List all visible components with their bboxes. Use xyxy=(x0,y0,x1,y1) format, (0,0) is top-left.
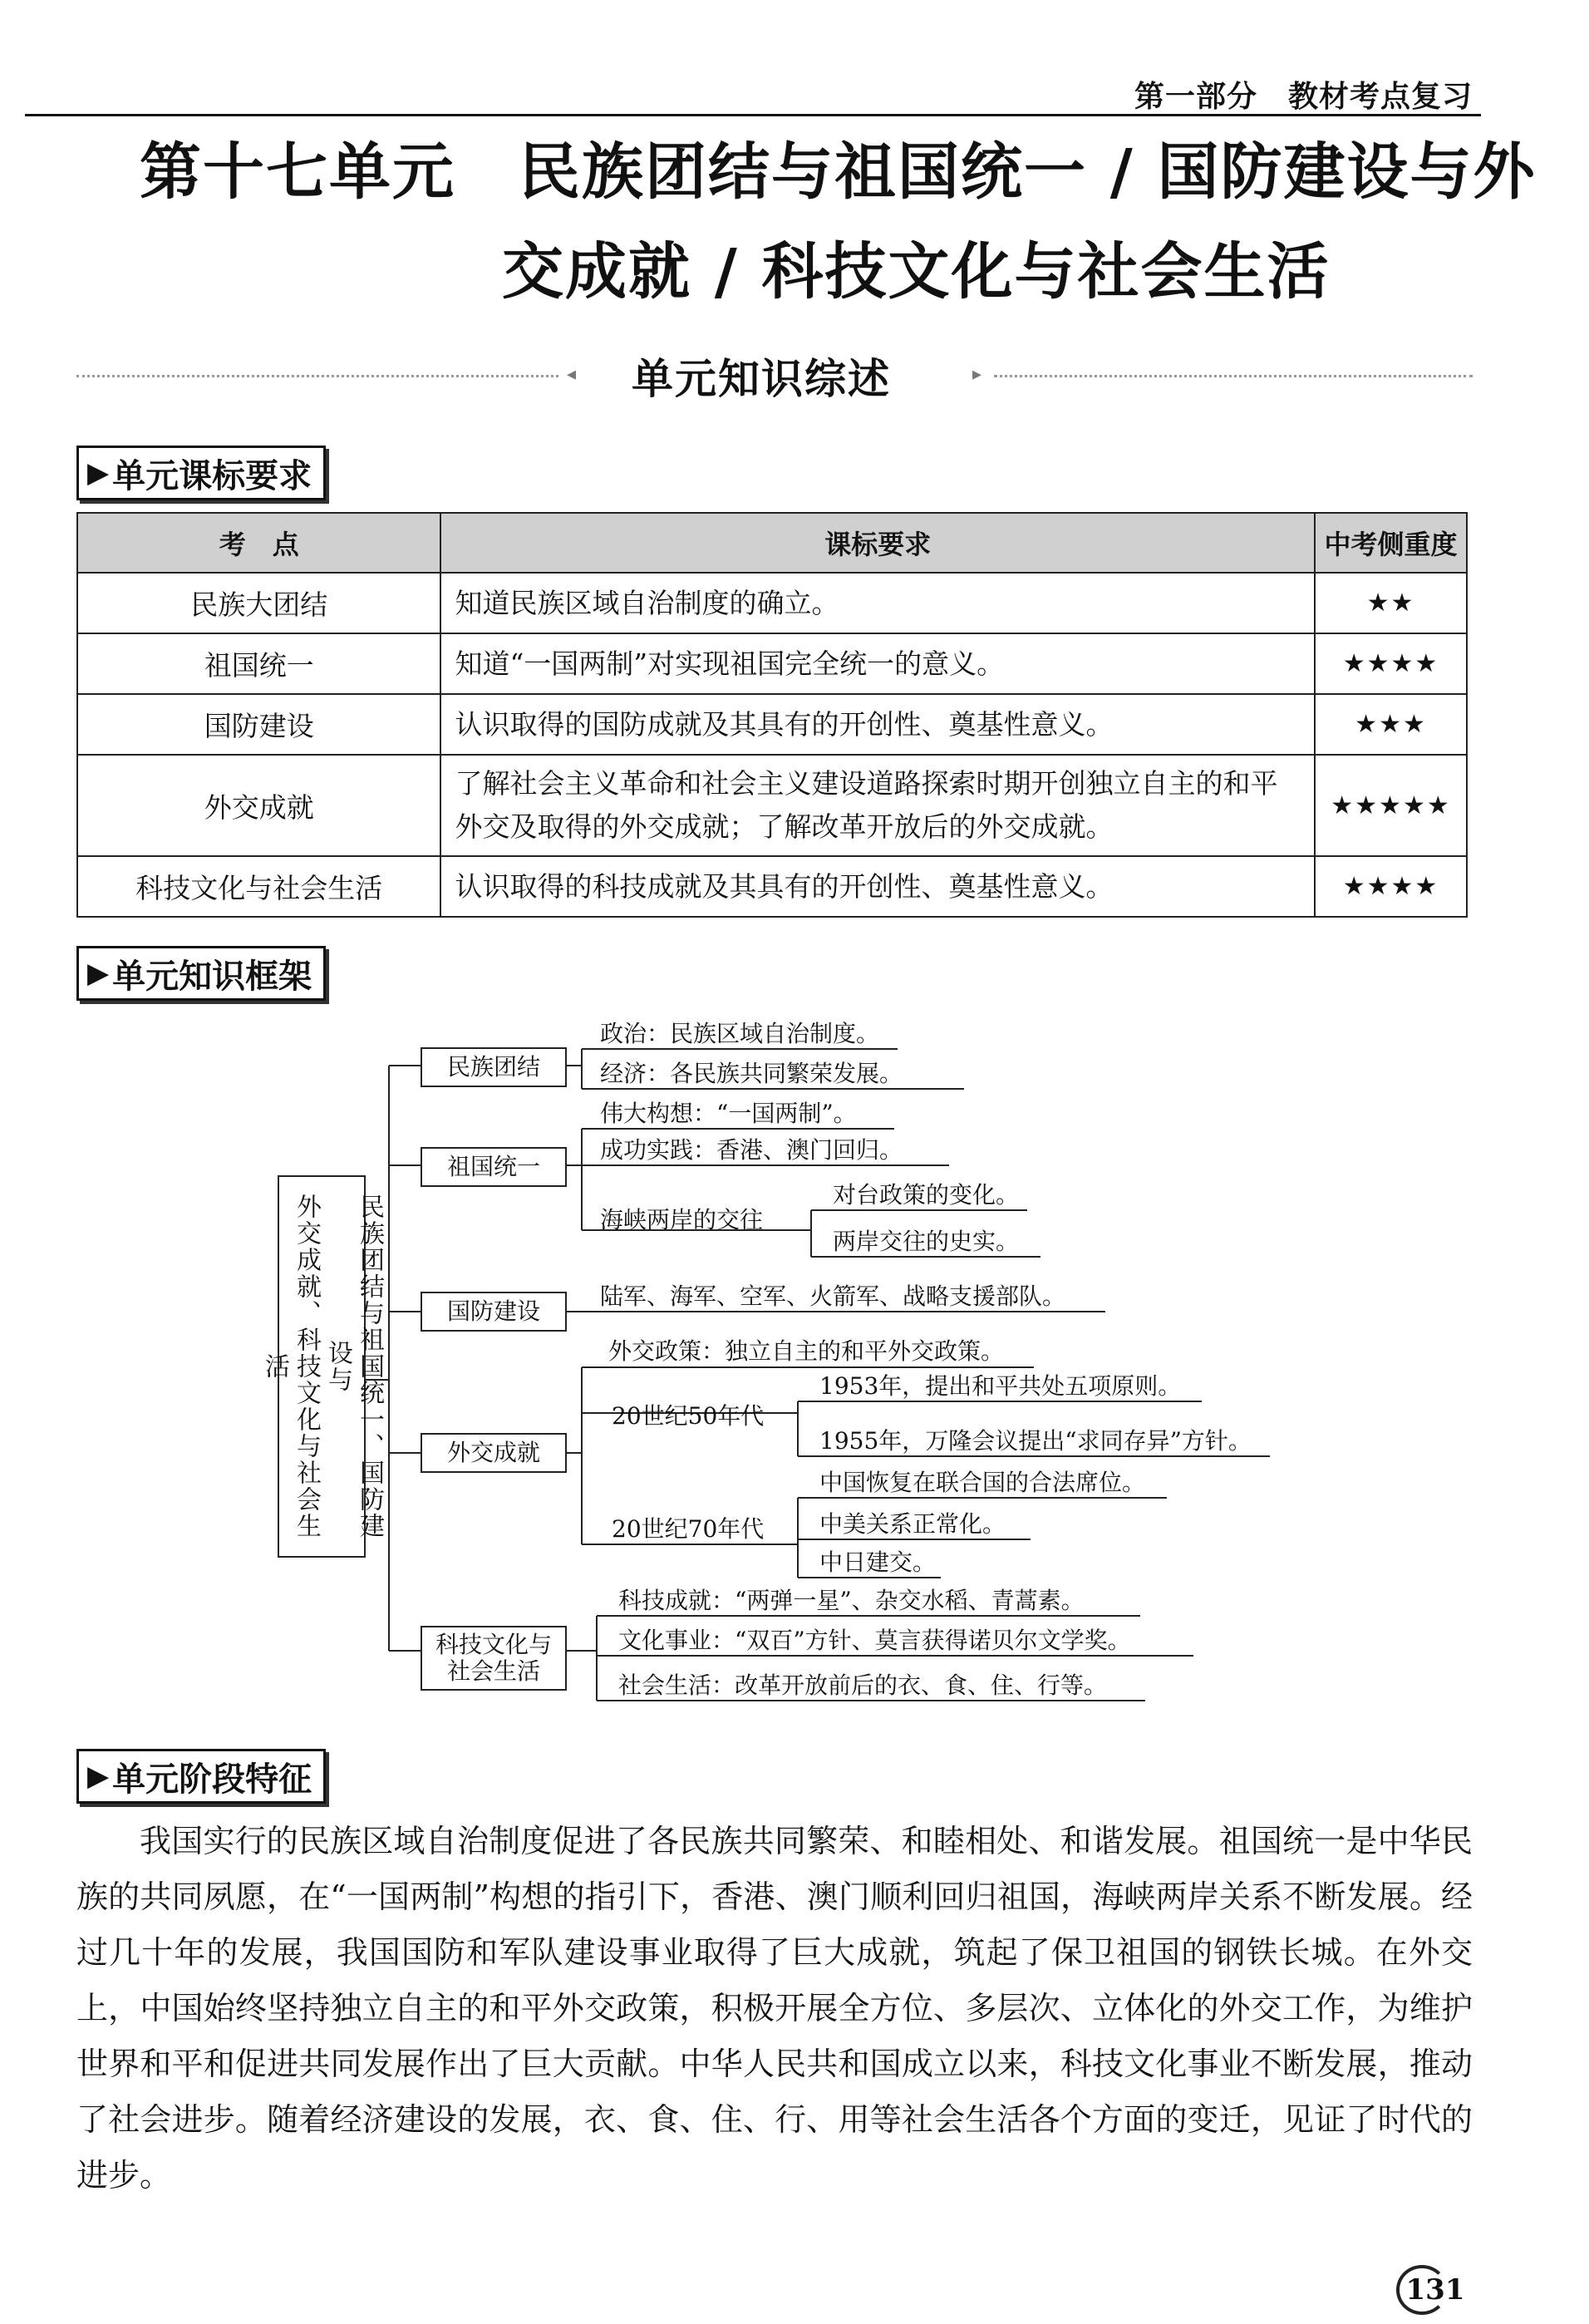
strait-item: 两岸交往的史实。 xyxy=(833,1228,1020,1255)
table-row xyxy=(77,755,1467,856)
unity-item: 政治：民族区域自治制度。 xyxy=(600,1020,880,1047)
strait-label: 海峡两岸的交往 xyxy=(600,1206,764,1233)
section-heading-label: 单元课标要求 xyxy=(112,456,312,495)
era50-item: 1953年，提出和平共处五项原则。 xyxy=(819,1372,1182,1400)
stage-features-paragraph: 我国实行的民族区域自治制度促进了各民族共同繁荣、和睦相处、和谐发展。祖国统一是中华民族的共同夙愿，在“一国两制”构想的指引下，香港、澳门顺利回归祖国，海峡两岸关系不断发展。经过几十年的发展，我国国防和军队建设事业取得了巨大成就，筑起了保卫祖国的钢铁长城。在外交上，中国始终坚持独立自主的和平外交政策，积极开展全方位、多层次、立体化的外交工作，为维护世界和平和促进共同发展作出了巨大贡献。中华人民共和国成立以来，科技文化事业不断发展，推动了社会进步。随着经济建设的发展，衣、食、住、行、用等社会生活各个方面的变迁，见证了时代的进步。 xyxy=(76,1823,1473,2194)
topic-cell: 民族大团结 xyxy=(77,573,440,633)
topic-cell: 国防建设 xyxy=(77,694,440,755)
culture-item: 社会生活：改革开放前后的衣、食、住、行等。 xyxy=(618,1672,1108,1699)
overview-rule-right xyxy=(994,375,1473,377)
branch-defense-box: 国防建设 xyxy=(421,1292,567,1332)
section-heading-standards xyxy=(76,446,326,500)
standards-table xyxy=(76,512,1468,918)
page-number-text: 131 xyxy=(1405,2273,1465,2307)
strait-item: 对台政策的变化。 xyxy=(833,1181,1020,1209)
era50-item: 1955年，万隆会议提出“求同存异”方针。 xyxy=(819,1427,1252,1455)
section-heading-label: 单元阶段特征 xyxy=(112,1760,312,1799)
culture-item: 文化事业：“双百”方针、莫言获得诺贝尔文学奖。 xyxy=(618,1627,1131,1654)
table-row xyxy=(77,856,1467,917)
section-heading-label: 单元知识框架 xyxy=(112,957,312,996)
table-row xyxy=(77,633,1467,694)
column-header: 中考侧重度 xyxy=(1315,513,1467,573)
section-heading-features xyxy=(76,1749,326,1804)
table-row xyxy=(77,694,1467,755)
era70-item: 中美关系正常化。 xyxy=(819,1510,1006,1538)
weight-stars: ★★★★ xyxy=(1315,633,1467,694)
reunification-item: 伟大构想：“一国两制”。 xyxy=(600,1100,857,1127)
triangle-arrow-icon: ▶ xyxy=(87,456,110,490)
triangle-arrow-icon: ▶ xyxy=(87,1760,110,1793)
column-header: 考 点 xyxy=(77,513,440,573)
requirement-cell: 知道“一国两制”对实现祖国完全统一的意义。 xyxy=(440,633,1315,694)
weight-stars: ★★★★★ xyxy=(1315,755,1467,856)
branch-unity-box: 民族团结 xyxy=(421,1047,567,1087)
branch-culture-box: 科技文化与社会生活 xyxy=(421,1626,567,1691)
weight-stars: ★★★★ xyxy=(1315,856,1467,917)
triangle-arrow-icon: ▶ xyxy=(87,957,110,990)
topic-cell: 外交成就 xyxy=(77,755,440,856)
defense-item: 陆军、海军、空军、火箭军、战略支援部队。 xyxy=(600,1283,1066,1310)
column-header: 课标要求 xyxy=(440,513,1315,573)
weight-stars: ★★★ xyxy=(1315,694,1467,755)
topic-cell: 科技文化与社会生活 xyxy=(77,856,440,917)
running-header: 第一部分 教材考点复习 xyxy=(1134,80,1473,114)
requirement-cell: 认识取得的科技成就及其具有的开创性、奠基性意义。 xyxy=(440,856,1315,917)
unity-item: 经济：各民族共同繁荣发展。 xyxy=(600,1060,903,1087)
topic-cell: 祖国统一 xyxy=(77,633,440,694)
reunification-item: 成功实践：香港、澳门回归。 xyxy=(600,1136,903,1164)
era70-item: 中日建交。 xyxy=(819,1549,937,1576)
unit-title-line1: 第十七单元 民族团结与祖国统一 / 国防建设与外 xyxy=(140,136,1537,208)
framework-root-box xyxy=(260,1175,384,1558)
culture-item: 科技成就：“两弹一星”、杂交水稻、青蒿素。 xyxy=(618,1587,1085,1614)
era70-label: 20世纪70年代 xyxy=(612,1515,765,1543)
diplomacy-policy: 外交政策：独立自主的和平外交政策。 xyxy=(608,1337,1005,1365)
ornament-left-icon: ◂ xyxy=(567,364,577,385)
page-number xyxy=(1390,2265,1481,2315)
root-text-col1: 民族团结与祖国统一、国防建设与 xyxy=(323,1194,384,1539)
requirement-cell: 认识取得的国防成就及其具有的开创性、奠基性意义。 xyxy=(440,694,1315,755)
era50-label: 20世纪50年代 xyxy=(612,1402,765,1430)
weight-stars: ★★ xyxy=(1315,573,1467,633)
unit-title-line2: 交成就 / 科技文化与社会生活 xyxy=(502,236,1331,308)
table-header-row xyxy=(77,513,1467,573)
table-row xyxy=(77,573,1467,633)
overview-rule-left xyxy=(76,375,558,377)
requirement-cell: 了解社会主义革命和社会主义建设道路探索时期开创独立自主的和平外交及取得的外交成就；了解改革开放后的外交成就。 xyxy=(440,755,1315,856)
requirement-cell: 知道民族区域自治制度的确立。 xyxy=(440,573,1315,633)
branch-reunification-box: 祖国统一 xyxy=(421,1147,567,1187)
header-rule xyxy=(25,114,1481,116)
ornament-right-icon: ▸ xyxy=(972,364,982,385)
branch-diplomacy-box: 外交成就 xyxy=(421,1433,567,1473)
overview-title: 单元知识综述 xyxy=(632,355,891,403)
section-heading-framework xyxy=(76,946,326,1001)
root-text-col2: 外交成就、科技文化与社会生活 xyxy=(260,1194,321,1539)
era70-item: 中国恢复在联合国的合法席位。 xyxy=(819,1469,1146,1496)
